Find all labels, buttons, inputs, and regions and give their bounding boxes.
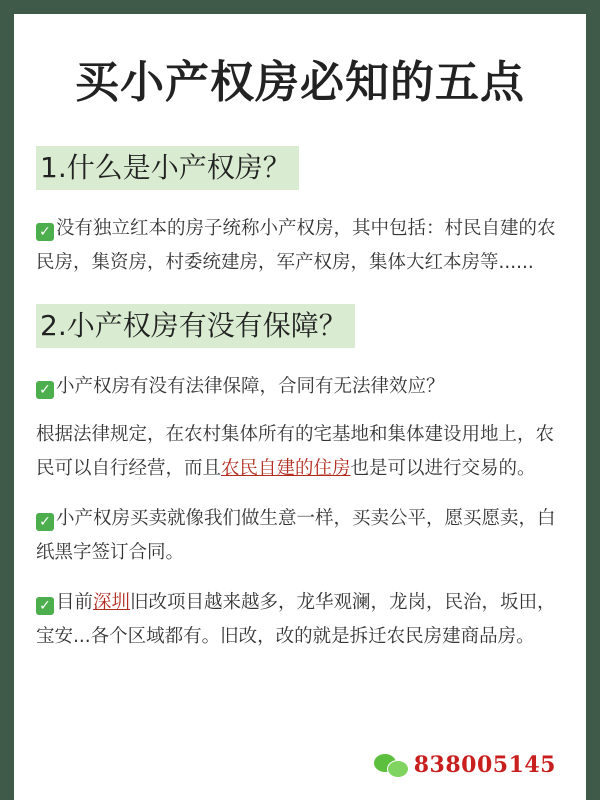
paragraph-question xyxy=(36,370,564,404)
wechat-logo-icon xyxy=(374,752,408,778)
paragraph-text-before: 目前 xyxy=(56,592,94,613)
check-mark-icon: ✓ xyxy=(36,381,54,399)
paragraph-text-after: 旧改项目越来越多，龙华观澜，龙岗，民治，坂田，宝安...各个区域都有。旧改，改的就是拆迁农民房建商品房。 xyxy=(36,592,556,647)
content-card xyxy=(14,14,586,800)
check-mark-icon: ✓ xyxy=(36,513,54,531)
section-heading-2: 2.小产权房有没有保障？ xyxy=(36,304,355,348)
paragraph-trade xyxy=(36,502,564,570)
paragraph-text: 小产权房买卖就像我们做生意一样，买卖公平，愿买愿卖，白纸黑字签订合同。 xyxy=(36,508,556,563)
highlight-link-farmer-housing[interactable]: 农民自建的住房 xyxy=(221,458,351,479)
check-mark-icon: ✓ xyxy=(36,597,54,615)
check-mark-icon: ✓ xyxy=(36,223,54,241)
watermark xyxy=(374,752,556,778)
section-heading-1: 1.什么是小产权房？ xyxy=(36,146,299,190)
page-title: 买小产权房必知的五点 xyxy=(75,57,525,108)
paragraph-text: 没有独立红本的房子统称小产权房，其中包括：村民自建的农民房，集资房，村委统建房，军产权房，集体大红本房等...... xyxy=(36,218,556,273)
watermark-text: 838005145 xyxy=(413,752,556,778)
paragraph-redevelopment xyxy=(36,586,564,654)
highlight-link-shenzhen[interactable]: 深圳 xyxy=(93,592,131,613)
paragraph-legal xyxy=(36,418,564,486)
paragraph-definition xyxy=(36,212,564,280)
paragraph-text-after: 也是可以进行交易的。 xyxy=(350,458,536,479)
paragraph-text: 小产权房有没有法律保障，合同有无法律效应？ xyxy=(56,376,445,397)
paragraph-text-before: 根据法律规定，在农村集体所有的宅基地和集体建设用地上，农民可以自行经营，而且 xyxy=(36,424,555,479)
